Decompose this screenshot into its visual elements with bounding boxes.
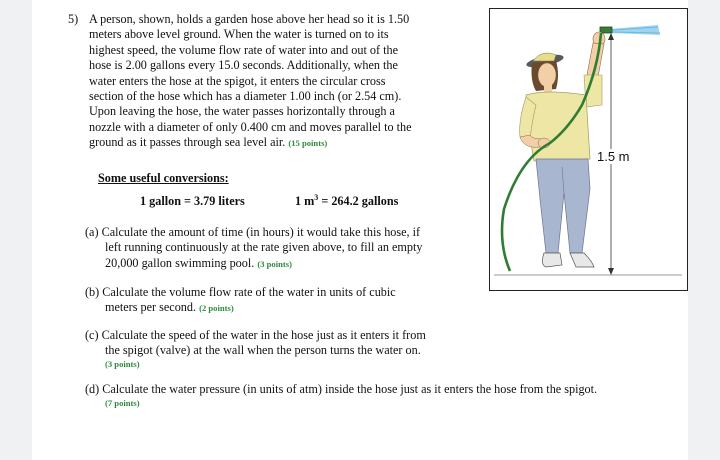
part-c-line: (c) Calculate the speed of the water in the hose just as it enters it from	[85, 328, 426, 342]
right-shoe	[570, 253, 594, 267]
part-a-line: (a) Calculate the amount of time (in hours) it would take this hose, if	[85, 225, 421, 239]
page	[32, 0, 688, 460]
part-b-line: (b) Calculate the volume flow rate of the water in units of cubic	[85, 285, 396, 299]
part-b	[85, 285, 485, 317]
part-b-points: (2 points)	[199, 303, 234, 314]
hat-crown	[533, 53, 556, 61]
problem-number: 5)	[68, 12, 79, 26]
part-a-line: 20,000 gallon swimming pool.	[105, 255, 255, 270]
conversion-gallon-liters: 1 gallon = 3.79 liters	[140, 194, 245, 208]
problem-line: meters above level ground. When the water is turned on to its	[89, 27, 389, 42]
problem-line: ground as it passes through sea level air.	[89, 135, 286, 150]
shirt	[526, 92, 590, 161]
conversion-m3-gallons	[295, 194, 398, 209]
conversions-heading: Some useful conversions:	[98, 171, 229, 185]
part-a-points: (3 points)	[257, 258, 292, 269]
part-a	[85, 225, 485, 272]
part-d	[85, 382, 685, 409]
part-a-last	[85, 256, 485, 272]
problem-line: nozzle with a diameter of only 0.400 cm and moves parallel to the	[89, 119, 412, 134]
height-arrow-head-bottom	[608, 268, 614, 275]
part-d-line: (d) Calculate the water pressure (in units of atm) inside the hose just as it enters the hose from the spigot.	[85, 382, 598, 396]
figure-panel	[489, 8, 688, 291]
part-b-line: meters per second.	[105, 300, 197, 315]
part-c-line: the spigot (valve) at the wall when the person turns the water on.	[105, 343, 421, 358]
nozzle	[600, 27, 612, 33]
height-arrow-head-top	[608, 33, 614, 40]
part-c	[85, 328, 505, 369]
raised-arm	[587, 43, 604, 77]
m3-sup: 3	[314, 192, 319, 202]
problem-points: (15 points)	[288, 138, 328, 149]
problem-line: water enters the hose at the spigot, it enters the circular cross	[89, 73, 386, 88]
m3-prefix: 1 m	[295, 194, 315, 208]
m3-suffix: = 264.2 gallons	[318, 194, 399, 208]
problem-line: hose is 2.00 gallons every 15.0 seconds. Additionally, when the	[89, 58, 398, 73]
person-hose-illustration	[490, 9, 687, 290]
problem-line: A person, shown, holds a garden hose above her head so it is 1.50	[89, 12, 410, 26]
problem-line: Upon leaving the hose, the water passes horizontally through a	[89, 104, 395, 119]
problem-text	[89, 12, 487, 152]
jeans	[536, 159, 590, 253]
part-b-last	[85, 300, 485, 316]
part-c-points: (3 points)	[105, 358, 140, 369]
face	[538, 63, 556, 87]
problem-line: section of the hose which has a diameter 1.00 inch (or 2.54 cm).	[89, 89, 402, 104]
part-d-points: (7 points)	[105, 398, 140, 409]
left-shoe	[542, 253, 562, 267]
part-a-line: left running continuously at the rate given above, to fill an empty	[105, 240, 423, 255]
problem-line: highest speed, the volume flow rate of water into and out of the	[89, 42, 399, 57]
problem-line-last	[89, 135, 487, 151]
height-label: 1.5 m	[597, 149, 630, 164]
